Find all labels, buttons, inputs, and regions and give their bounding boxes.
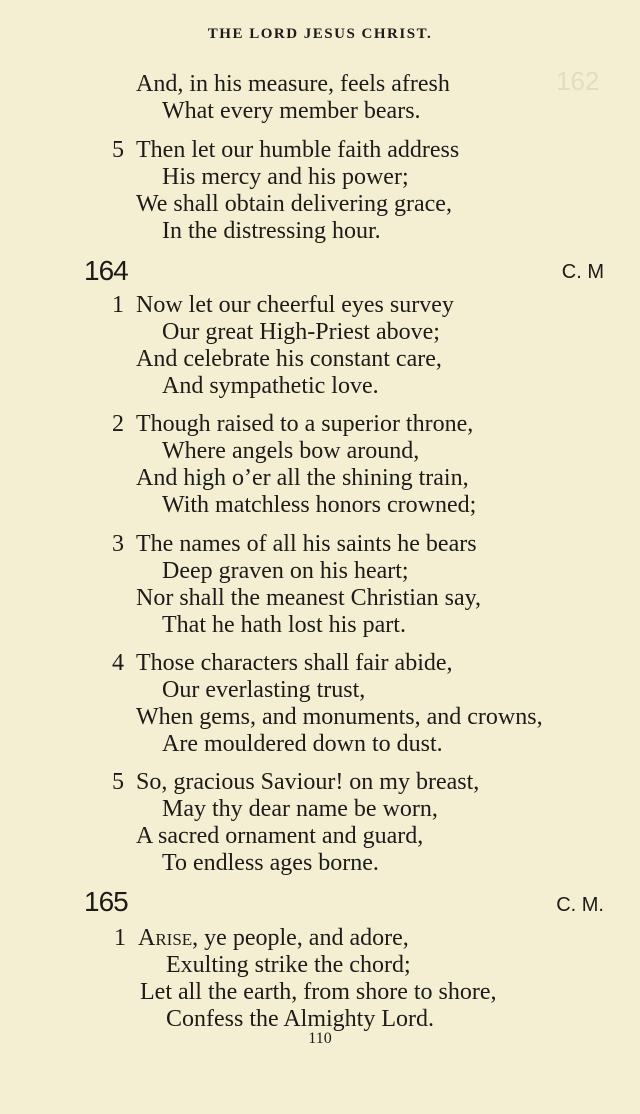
verse-line: To endless ages borne. xyxy=(162,850,379,876)
verse-line: Are mouldered down to dust. xyxy=(162,731,443,757)
verse-line: Where angels bow around, xyxy=(162,438,420,464)
verse-line: And celebrate his constant care, xyxy=(136,346,442,372)
verse-line: Now let our cheerful eyes survey xyxy=(136,292,454,318)
verse-number: 5 xyxy=(112,769,124,795)
page-number: 110 xyxy=(308,1030,332,1047)
verse-number: 1 xyxy=(112,292,124,318)
verse-number: 3 xyxy=(112,531,124,557)
verse-line: And high o’er all the shining train, xyxy=(136,465,469,491)
drop-word: Arise, xyxy=(138,925,199,951)
verse-number: 2 xyxy=(112,411,124,437)
verse-line: Then let our humble faith address xyxy=(136,137,460,163)
verse-line: When gems, and monuments, and crowns, xyxy=(136,704,543,730)
verse-line: With matchless honors crowned; xyxy=(162,492,477,518)
verse-number: 5 xyxy=(112,137,124,163)
verse-line: That he hath lost his part. xyxy=(162,612,406,638)
verse-line: And, in his measure, feels afresh xyxy=(136,71,450,97)
verse-line: His mercy and his power; xyxy=(162,164,409,190)
verse-line: And sympathetic love. xyxy=(162,373,379,399)
verse-line: Though raised to a superior throne, xyxy=(136,411,474,437)
verse-line: Exulting strike the chord; xyxy=(166,952,411,978)
verse-number: 4 xyxy=(112,650,124,676)
verse-line: A sacred ornament and guard, xyxy=(136,823,424,849)
verse-line: What every member bears. xyxy=(162,98,421,124)
verse-line: In the distressing hour. xyxy=(162,218,381,244)
verse-line: Our great High-Priest above; xyxy=(162,319,440,345)
running-head: THE LORD JESUS CHRIST. xyxy=(207,26,433,42)
verse-number: 1 xyxy=(114,925,126,951)
verse-line: Our everlasting trust, xyxy=(162,677,366,703)
verse-line-rest: ye people, and adore, xyxy=(198,925,409,951)
hymn-number: 165 xyxy=(84,886,128,917)
hymn-meter: C. M. xyxy=(556,894,604,916)
verse-line: Deep graven on his heart; xyxy=(162,558,409,584)
verse-line: We shall obtain delivering grace, xyxy=(136,191,452,217)
bleed-through-mark: 162 xyxy=(556,66,600,96)
hymn-meter: C. M xyxy=(561,261,604,283)
verse-line xyxy=(138,926,409,950)
verse-line: Nor shall the meanest Christian say, xyxy=(136,585,482,611)
verse-line: Those characters shall fair abide, xyxy=(136,650,453,676)
verse-line: May thy dear name be worn, xyxy=(162,796,438,822)
verse-line: The names of all his saints he bears xyxy=(136,531,477,557)
verse-line: Let all the earth, from shore to shore, xyxy=(140,979,497,1005)
verse-line: Confess the Almighty Lord. xyxy=(166,1006,434,1032)
hymn-number: 164 xyxy=(84,255,128,286)
verse-line: So, gracious Saviour! on my breast, xyxy=(136,769,480,795)
